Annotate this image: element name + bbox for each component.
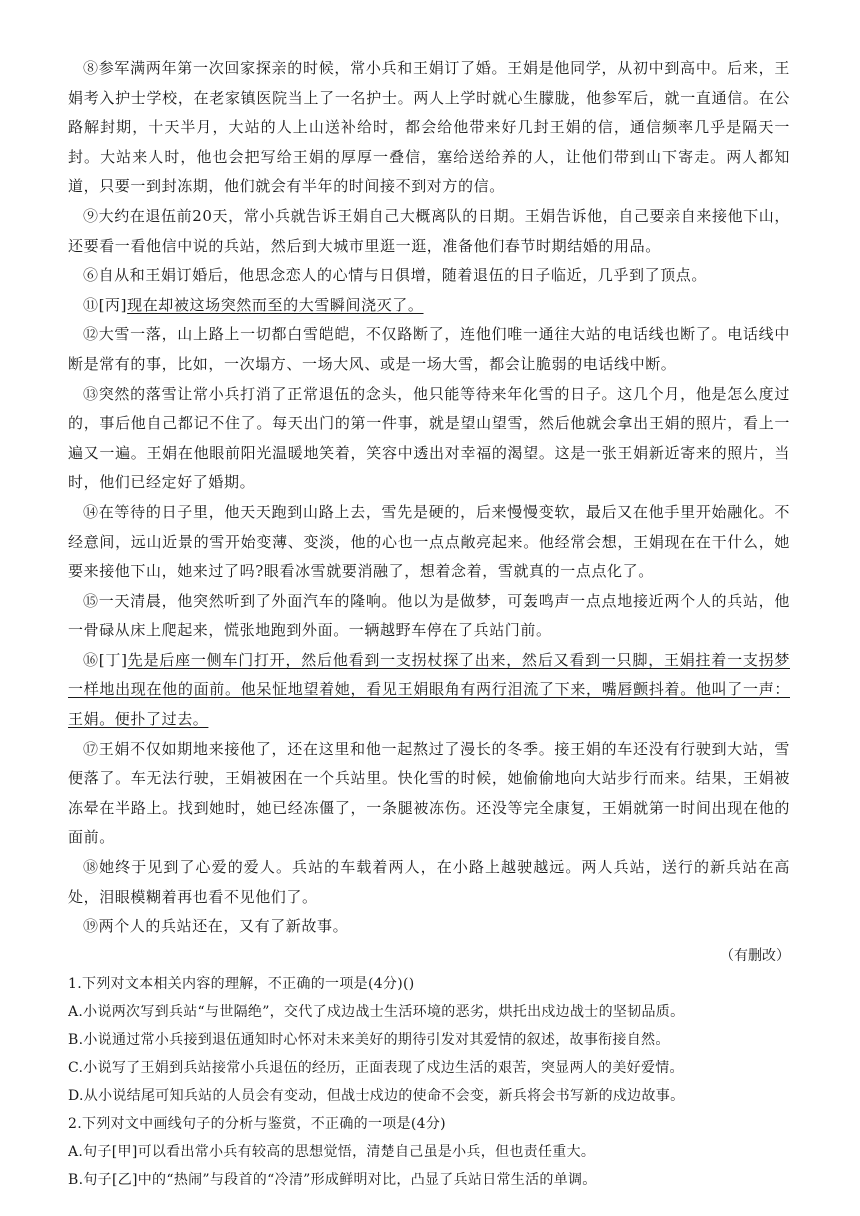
question-1-option-a: A.小说两次写到兵站“与世隔绝”，交代了戍边战士生活环境的恶劣，烘托出戍边战士的坚韧品质。 [68, 1003, 685, 1020]
underlined-sentence-bing: 现在却被这场突然而至的大雪瞬间浇灭了。 [127, 295, 424, 314]
paragraph-12: ⑫大雪一落，山上路上一切都白雪皑皑，不仅路断了，连他们唯一通往大站的电话线也断了。电话线中断是常有的事，比如，一次塌方、一场大风、或是一场大雪，都会让脆弱的电话线中断。 [68, 325, 790, 373]
paragraph-14: ⑭在等待的日子里，他天天跑到山路上去，雪先是硬的，后来慢慢变软，最后又在他手里开始融化。不经意间，远山近景的雪开始变薄、变淡，他的心也一点点敞亮起来。他经常会想，王娟现在在干什么，她要来接他下山，她来过了吗?眼看冰雪就要消融了，想着念着，雪就真的一点点化了。 [68, 502, 790, 581]
question-1-option-b: B.小说通过常小兵接到退伍通知时心怀对未来美好的期待引发对其爱情的叙述，故事衔接自然。 [68, 1031, 670, 1048]
paragraph-9: ⑨大约在退伍前20天，常小兵就告诉王娟自己大概离队的日期。王娟告诉他，自己要亲自来接他下山，还要看一看他信中说的兵站，然后到大城市里逛一逛，准备他们春节时期结婚的用品。 [68, 206, 790, 255]
question-1-option-c: C.小说写了王娟到兵站接常小兵退伍的经历，正面表现了戍边生活的艰苦，突显两人的美好爱情。 [68, 1059, 684, 1076]
underlined-sentence-ding: 先是后座一侧车门打开，然后他看到一支拐杖探了出来，然后又看到一只脚，王娟拄着一支拐梦一样地出现在他的面前。他呆怔地望着她，看见王娟眼角有两行泪流了下来，嘴唇颤抖着。他叫了一声：王娟。便扑了过去。 [68, 650, 790, 729]
question-2-option-b: B.句子[乙]中的“热闹”与段首的“冷清”形成鲜明对比，凸显了兵站日常生活的单调。 [68, 1171, 597, 1188]
paragraph-8: ⑧参军满两年第一次回家探亲的时候，常小兵和王娟订了婚。王娟是他同学，从初中到高中。后来，王娟考入护士学校，在老家镇医院当上了一名护士。两人上学时就心生朦胧，他参军后，就一直通信。在公路解封期，十天半月，大站的人上山送补给时，都会给他带来好几封王娟的信，通信频率几乎是隔天一封。大站来人时，他也会把写给王娟的厚厚一叠信，塞给送给养的人，让他们带到山下寄走。两人都知道，只要一到封冻期，他们就会有半年的时间接不到对方的信。 [68, 59, 790, 196]
paragraph-18: ⑱她终于见到了心爱的爱人。兵站的车载着两人，在小路上越驶越远。两人兵站，送行的新兵站在高处，泪眼模糊着再也看不见他们了。 [68, 858, 790, 906]
sentence-marker-bing: ⑪[丙] [83, 295, 128, 314]
paragraph-15: ⑮一天清晨，他突然听到了外面汽车的隆响。他以为是做梦，可轰鸣声一点点地接近两个人的兵站，他一骨碌从床上爬起来，慌张地跑到外面。一辆越野车停在了兵站门前。 [68, 591, 790, 640]
question-2-option-a: A.句子[甲]可以看出常小兵有较高的思想觉悟，清楚自己虽是小兵，但也责任重大。 [68, 1143, 596, 1160]
paragraph-17: ⑰王娟不仅如期地来接他了，还在这里和他一起熬过了漫长的冬季。接王娟的车还没有行驶到大站，雪便落了。车无法行驶，王娟被困在一个兵站里。快化雪的时候，她偷偷地向大站步行而来。结果，王娟被冻晕在半路上。找到她时，她已经冻僵了，一条腿被冻伤。还没等完全康复，王娟就第一时间出现在他的面前。 [68, 739, 790, 847]
paragraph-19: ⑲两个人的兵站还在，又有了新故事。 [83, 917, 349, 936]
question-1: 1.下列对文本相关内容的理解，不正确的一项是(4分)() [68, 975, 415, 992]
paragraph-10: ⑥自从和王娟订婚后，他思念恋人的心情与日俱增，随着退伍的日子临近，几乎到了顶点。 [83, 266, 708, 285]
document-page [68, 54, 790, 1194]
question-2: 2.下列对文中画线句子的分析与鉴赏，不正确的一项是(4分) [68, 1115, 446, 1132]
sentence-marker-ding: ⑯[丁] [83, 650, 128, 669]
paragraph-11 [68, 291, 790, 321]
paragraph-16 [68, 646, 790, 735]
abridged-note: （有删改） [720, 947, 790, 964]
question-1-option-d: D.从小说结尾可知兵站的人员会有变动，但战士戍边的使命不会变，新兵将会书写新的戍边故事。 [68, 1087, 685, 1104]
paragraph-13: ⑬突然的落雪让常小兵打消了正常退伍的念头，他只能等待来年化雪的日子。这几个月，他是怎么度过的，事后他自己都记不住了。每天出门的第一件事，就是望山望雪，然后他就会拿出王娟的照片，看上一遍又一遍。王娟在他眼前阳光温暖地笑着，笑容中透出对幸福的渴望。这是一张王娟新近寄来的照片，当时，他们已经定好了婚期。 [68, 384, 790, 492]
